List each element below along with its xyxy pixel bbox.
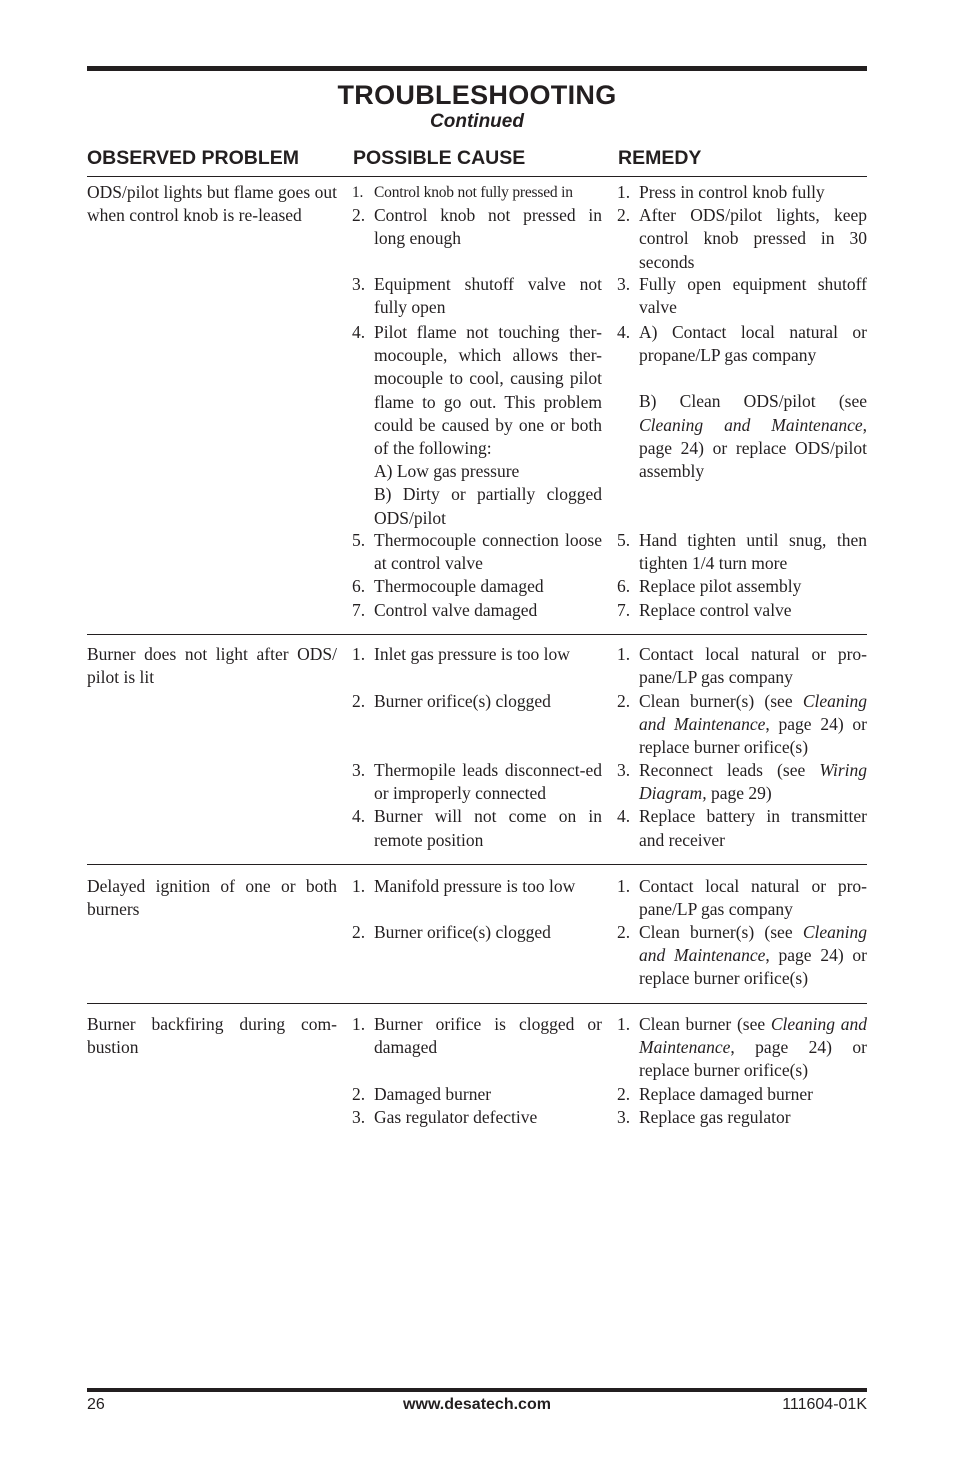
observed-problem: ODS/pilot lights but flame goes out when control knob is re-leased <box>87 182 337 226</box>
remedy-list <box>617 643 867 689</box>
remedy-item: 2. After ODS/pilot lights, keep control knob pressed in 30 seconds <box>617 205 867 272</box>
remedy-item: 2. Clean burner(s) (see Cleaning and Maintenance, page 24) or replace burner orifice(s) <box>617 922 867 989</box>
remedy-item: 1. Contact local natural or pro-pane/LP gas company <box>617 876 867 920</box>
cause-item: 1. Inlet gas pressure is too low <box>352 644 570 664</box>
cause-item: 3. Gas regulator defective <box>352 1107 538 1128</box>
cause-subitem: A) Low gas pressure <box>374 461 520 482</box>
remedy-list <box>617 1013 867 1083</box>
remedy-subitem: B) Clean ODS/pilot (see Cleaning and Maintenance, page 24) or replace ODS/pilot assembly <box>639 391 867 482</box>
remedy-item: 3. Reconnect leads (see Wiring Diagram, page 29) <box>617 760 867 804</box>
cause-item: 4. Pilot flame not touching ther-mocouple, which allows ther-mocouple to cool, causing pilot flame to go out. This problem could be caused by one or both of the following: <box>352 322 602 459</box>
remedy-list <box>617 921 867 991</box>
remedy-item: 4. A) Contact local natural or propane/LP gas company <box>617 322 867 366</box>
remedy-item: 7. Replace control valve <box>617 599 792 620</box>
remedy-item: 3. Fully open equipment shutoff valve <box>617 274 867 318</box>
observed-problem: Delayed ignition of one or both burners <box>87 876 337 920</box>
remedy-item: 1. Clean burner (see Cleaning and Maintenance, page 24) or replace burner orifice(s) <box>617 1014 867 1081</box>
cause-item: 4. Burner will not come on in remote position <box>352 806 602 850</box>
remedy-item: 2. Clean burner(s) (see Cleaning and Maintenance, page 24) or replace burner orifice(s) <box>617 691 867 758</box>
cause-list <box>352 181 602 251</box>
remedy-list <box>617 273 867 319</box>
cause-list <box>352 1083 602 1129</box>
cause-list <box>352 321 602 530</box>
header-remedy: REMEDY <box>618 147 702 169</box>
header-rule <box>87 176 867 177</box>
cause-item: 1. Control knob not fully pressed in <box>352 184 573 201</box>
remedy-list <box>617 321 867 483</box>
cause-item: 2. Control knob not pressed in long enough <box>352 205 602 249</box>
page-subtitle: Continued <box>430 111 524 132</box>
remedy-item: 3. Replace gas regulator <box>617 1107 791 1128</box>
section-divider <box>87 1003 867 1004</box>
header-observed-problem: OBSERVED PROBLEM <box>87 147 300 169</box>
remedy-list <box>617 759 867 852</box>
observed-problem: Burner does not light after ODS/ pilot is lit <box>87 644 337 688</box>
top-rule <box>87 66 867 71</box>
cause-item: 1. Burner orifice is clogged or damaged <box>352 1014 602 1058</box>
remedy-item: 2. Replace damaged burner <box>617 1084 813 1104</box>
cause-item: 7. Control valve damaged <box>352 599 538 620</box>
remedy-item: 1. Contact local natural or pro-pane/LP gas company <box>617 644 867 688</box>
cause-list <box>352 921 602 944</box>
cause-list <box>352 529 602 622</box>
cause-item: 1. Manifold pressure is too low <box>352 876 576 896</box>
remedy-item: 6. Replace pilot assembly <box>617 576 802 597</box>
document-number: 111604-01K <box>782 1396 867 1413</box>
cause-list <box>352 273 602 319</box>
cause-list <box>352 690 602 713</box>
remedy-list <box>617 690 867 760</box>
cause-list <box>352 643 602 666</box>
remedy-item: 4. Replace battery in transmitter and receiver <box>617 806 867 850</box>
cause-item: 5. Thermocouple connection loose at control valve <box>352 530 602 574</box>
remedy-item: 1. Press in control knob fully <box>617 182 825 202</box>
website-link[interactable]: www.desatech.com <box>403 1396 551 1413</box>
cause-list <box>352 759 602 852</box>
cause-item: 2. Burner orifice(s) clogged <box>352 922 551 942</box>
bottom-rule <box>87 1388 867 1392</box>
cause-item: 6. Thermocouple damaged <box>352 576 544 597</box>
page-title: TROUBLESHOOTING <box>337 80 617 110</box>
section-divider <box>87 864 867 865</box>
remedy-list <box>617 181 867 274</box>
header-possible-cause: POSSIBLE CAUSE <box>353 147 526 169</box>
cause-item: 3. Thermopile leads disconnect-ed or improperly connected <box>352 760 602 804</box>
cause-item: 2. Burner orifice(s) clogged <box>352 691 551 711</box>
cause-list <box>352 1013 602 1059</box>
observed-problem: Burner backfiring during com-bustion <box>87 1014 337 1058</box>
section-divider <box>87 634 867 635</box>
page-number: 26 <box>87 1396 105 1413</box>
remedy-item: 5. Hand tighten until snug, then tighten 1/4 turn more <box>617 530 867 574</box>
cause-item: 2. Damaged burner <box>352 1084 492 1104</box>
remedy-list <box>617 1083 867 1129</box>
cause-subitem: B) Dirty or partially clogged ODS/pilot <box>374 484 602 528</box>
remedy-list <box>617 529 867 622</box>
cause-list <box>352 875 602 898</box>
cause-item: 3. Equipment shutoff valve not fully open <box>352 274 602 318</box>
remedy-list <box>617 875 867 921</box>
